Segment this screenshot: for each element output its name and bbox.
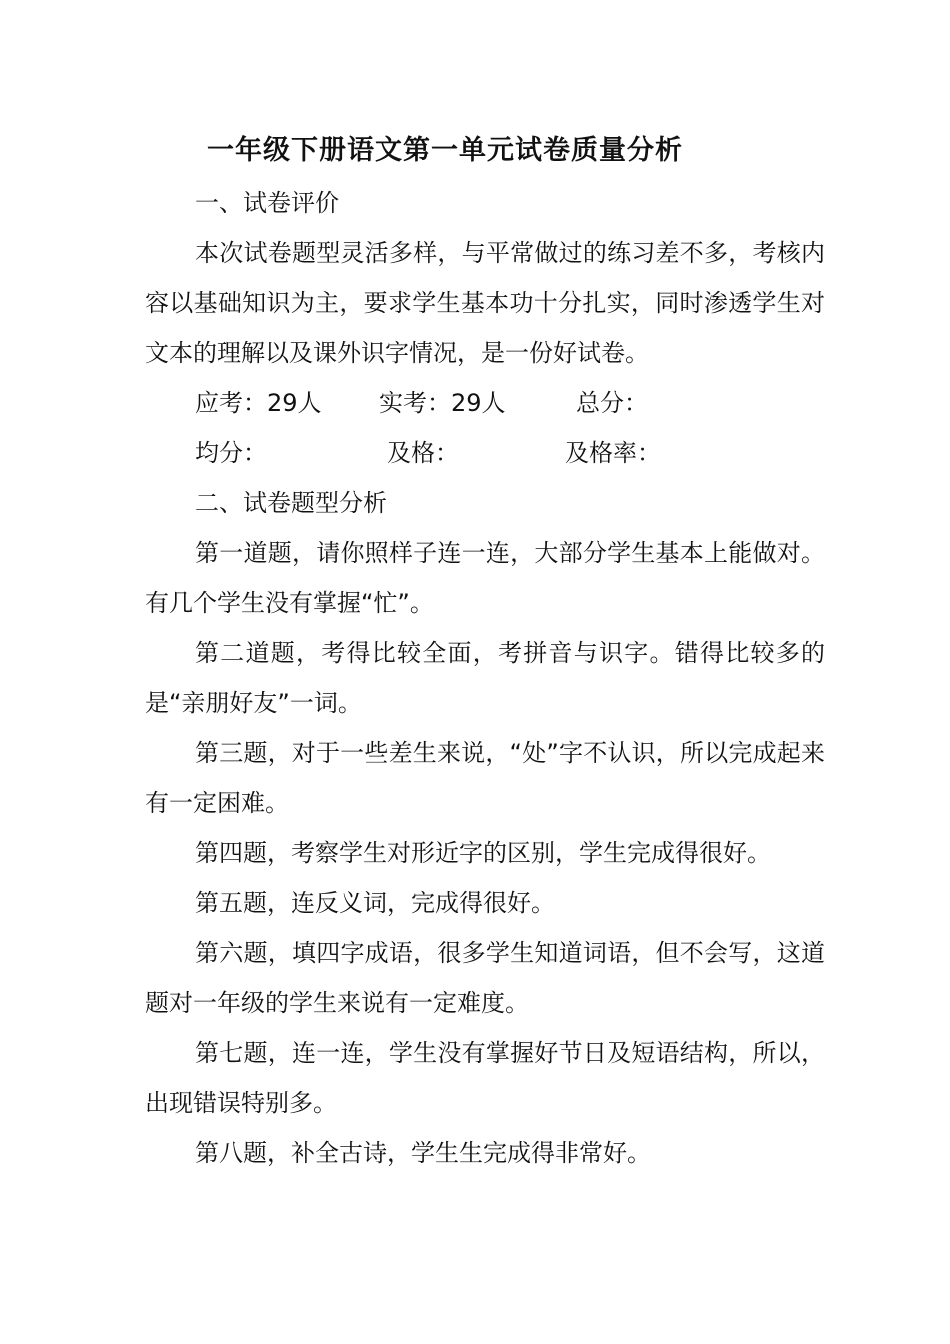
document-title: 一年级下册语文第一单元试卷质量分析 (207, 135, 683, 166)
section-heading-evaluation: 一、试卷评价 (195, 189, 339, 217)
analysis-paragraph: 第八题，补全古诗，学生生完成得非常好。 (195, 1139, 651, 1167)
stats-row-1 (145, 378, 825, 428)
analysis-paragraph: 第三题，对于一些差生来说，“处”字不认识，所以完成起来有一定困难。 (145, 739, 825, 817)
document-body (145, 178, 825, 1178)
stats-row-2 (145, 428, 825, 478)
analysis-paragraph: 第七题，连一连，学生没有掌握好节日及短语结构，所以，出现错误特别多。 (145, 1039, 825, 1117)
analysis-paragraph: 第二道题，考得比较全面，考拼音与识字。错得比较多的是“亲朋好友”一词。 (145, 639, 825, 717)
average-label: 均分： (195, 439, 267, 467)
analysis-paragraph: 第五题，连反义词，完成得很好。 (195, 889, 555, 917)
pass-rate-label: 及格率： (565, 439, 661, 467)
should-take-label: 应考：29人 (195, 389, 322, 417)
analysis-paragraph: 第一道题，请你照样子连一连，大部分学生基本上能做对。有几个学生没有掌握“忙”。 (145, 539, 825, 617)
analysis-paragraph: 第六题，填四字成语，很多学生知道词语，但不会写，这道题对一年级的学生来说有一定难度。 (145, 939, 825, 1017)
total-score-label: 总分： (576, 389, 648, 417)
analysis-paragraph: 第四题，考察学生对形近字的区别，学生完成得很好。 (195, 839, 771, 867)
evaluation-paragraph: 本次试卷题型灵活多样，与平常做过的练习差不多，考核内容以基础知识为主，要求学生基本功十分扎实，同时渗透学生对文本的理解以及课外识字情况，是一份好试卷。 (145, 239, 825, 367)
section-heading-analysis: 二、试卷题型分析 (195, 489, 387, 517)
pass-label: 及格： (387, 439, 459, 467)
actual-take-label: 实考：29人 (379, 389, 506, 417)
